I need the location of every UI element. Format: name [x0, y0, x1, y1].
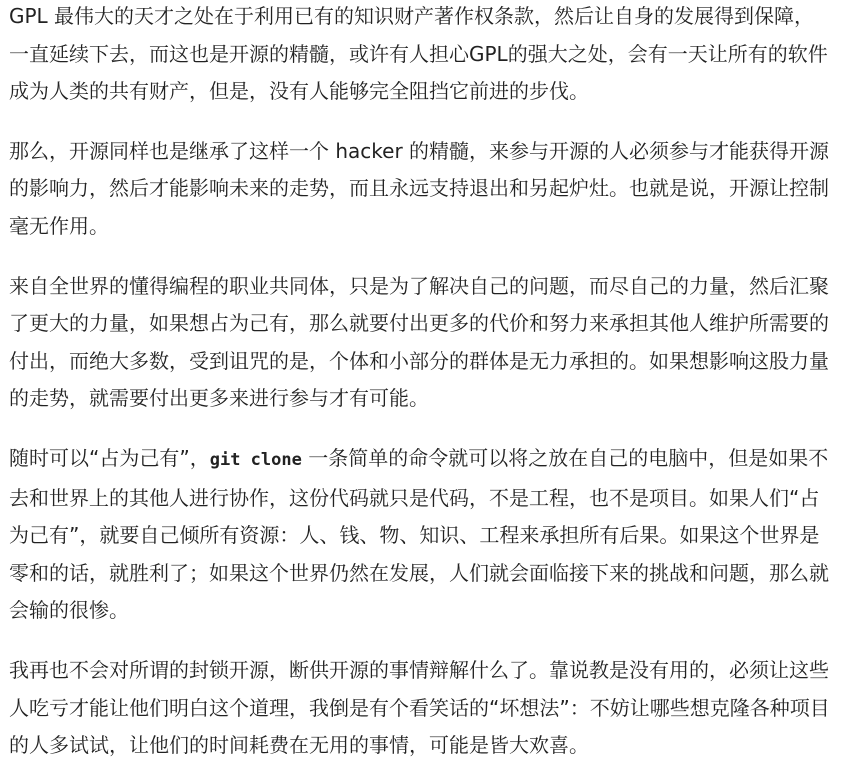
- inline-code-git-clone: git clone: [209, 449, 302, 470]
- paragraph-hacker-spirit: 那么，开源同样也是继承了这样一个 hacker 的精髓，来参与开源的人必须参与才能获得开源的影响力，然后才能影响未来的走势，而且永远支持退出和另起炉灶。也就是说，开源让控制毫无作用。: [9, 138, 830, 238]
- paragraph-git-clone-before: 随时可以“占为己有”，: [9, 445, 210, 470]
- paragraph-conclusion: 我再也不会对所谓的封锁开源，断供开源的事情辩解什么了。靠说教是没有用的，必须让这些人吃亏才能让他们明白这个道理，我倒是有个看笑话的“坏想法”：不妨让哪些想克隆各种项目的人多试试，让他们的时间耗费在无用的事情，可能是皆大欢喜。: [9, 657, 830, 758]
- paragraph-gpl: GPL 最伟大的天才之处在于利用已有的知识财产著作权条款，然后让自身的发展得到保障，一直延续下去，而这也是开源的精髓，或许有人担心GPL的强大之处，会有一天让所有的软件成为人类的共有财产，但是，没有人能够完全阻挡它前进的步伐。: [9, 4, 828, 104]
- paragraph-community: 来自全世界的懂得编程的职业共同体，只是为了解决自己的问题，而尽自己的力量，然后汇聚了更大的力量，如果想占为己有，那么就要付出更多的代价和努力来承担其他人维护所需要的付出，而绝大多数，受到诅咒的是，个体和小部分的群体是无力承担的。如果想影响这股力量的走势，就需要付出更多来进行参与才有可能。: [9, 273, 829, 411]
- paragraph-git-clone-after: 一条简单的命令就可以将之放在自己的电脑中，但是如果不去和世界上的其他人进行协作，这份代码就只是代码，不是工程，也不是项目。如果人们“占为己有”，就要自己倾所有资源：人、钱、物、知识、工程来承担所有后果。如果这个世界是零和的话，就胜利了；如果这个世界仍然在发展，人们就会面临接下来的挑战和问题，那么就会输的很惨。: [9, 445, 829, 623]
- paragraph-git-clone: [9, 440, 830, 630]
